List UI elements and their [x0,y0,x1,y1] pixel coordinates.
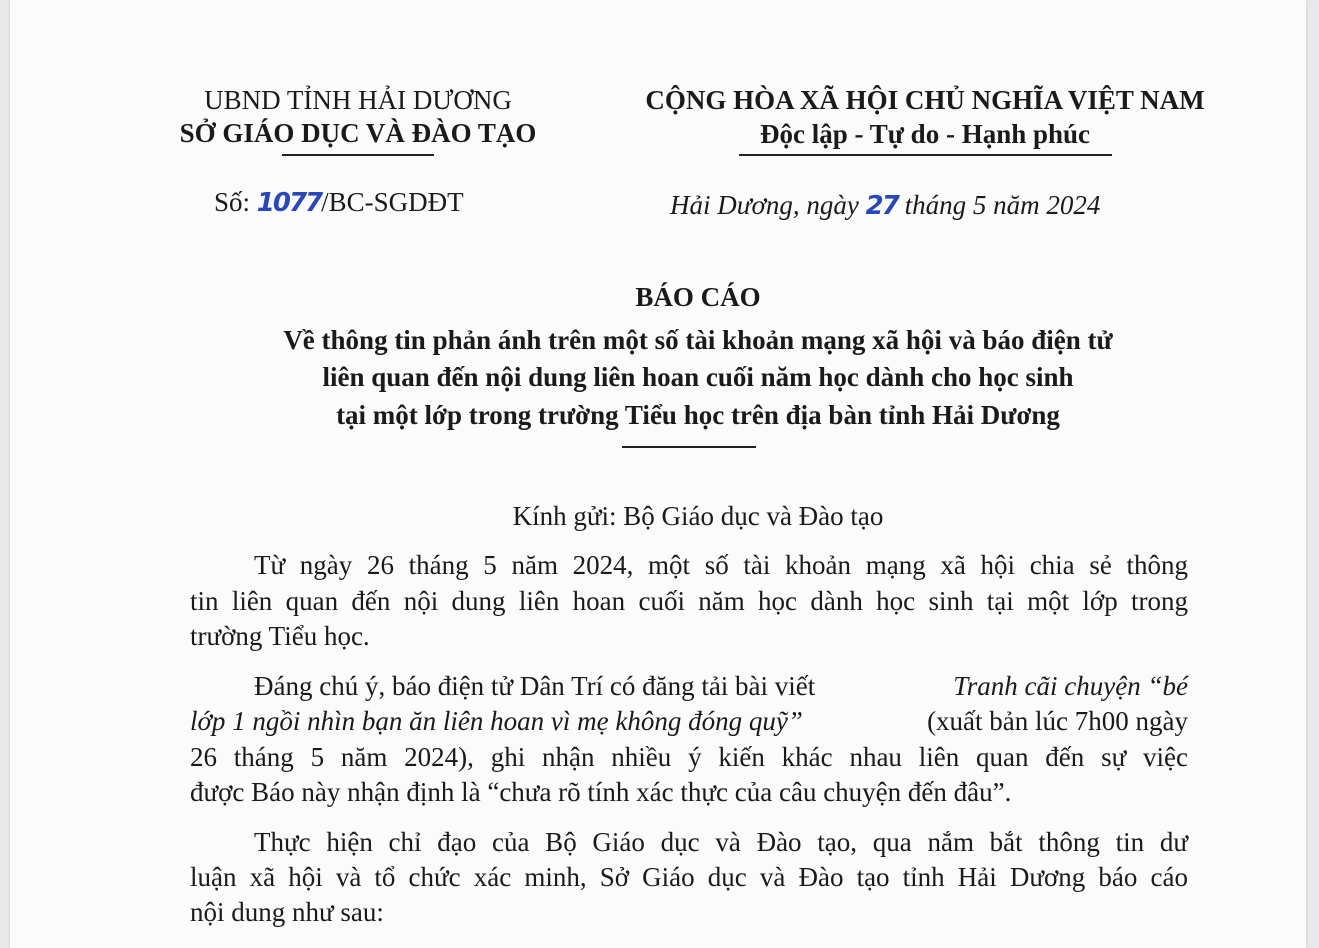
report-subtitle-line: tại một lớp trong trường Tiểu học trên địa bàn tỉnh Hải Dương [336,400,1060,430]
text-run: Đáng chú ý, báo điện tử Dân Trí có đăng tải bài viết [254,671,816,701]
text-run: (xuất bản lúc 7h00 ngày [927,706,1188,736]
paragraph-line [254,670,1188,702]
article-title-run: lớp 1 ngồi nhìn bạn ăn liên hoan vì mẹ không đóng quỹ” [190,706,803,736]
report-title: BÁO CÁO [635,282,761,312]
number-suffix: /BC-SGDĐT [321,187,464,217]
paragraph-line [190,705,1188,737]
paragraph-line: Từ ngày 26 tháng 5 năm 2024, một số tài khoản mạng xã hội chia sẻ thông [254,550,1188,580]
article-title-run: Tranh cãi chuyện “bé [953,671,1188,701]
report-subtitle-line: liên quan đến nội dung liên hoan cuối năm học dành cho học sinh [322,362,1074,392]
title-divider [622,446,756,448]
number-label: Số: [214,187,257,217]
handwritten-day: 27 [865,191,898,221]
paragraph-line: Thực hiện chỉ đạo của Bộ Giáo dục và Đào tạo, qua nắm bắt thông tin dư [254,827,1188,857]
document-number [214,186,464,219]
document-date [670,189,1100,222]
paragraph-line: 26 tháng 5 năm 2024), ghi nhận nhiều ý kiến khác nhau liên quan đến sự việc [190,742,1188,772]
recipient: Kính gửi: Bộ Giáo dục và Đào tạo [512,501,884,531]
left-divider [282,154,434,156]
issuer-department: SỞ GIÁO DỤC VÀ ĐÀO TẠO [179,118,537,148]
handwritten-number: 1077 [256,188,322,218]
paragraph-line: tin liên quan đến nội dung liên hoan cuối năm học dành học sinh tại một lớp trong [190,586,1188,616]
date-prefix: Hải Dương, ngày [670,190,866,220]
report-subtitle-line: Về thông tin phản ánh trên một số tài khoản mạng xã hội và báo điện tử [283,325,1113,355]
paragraph-line: luận xã hội và tổ chức xác minh, Sở Giáo dục và Đào tạo tỉnh Hải Dương báo cáo [190,862,1188,892]
paragraph-line: nội dung như sau: [190,897,384,927]
issuer-authority: UBND TỈNH HẢI DƯƠNG [204,85,512,115]
right-divider [739,154,1112,156]
national-title: CỘNG HÒA XÃ HỘI CHỦ NGHĨA VIỆT NAM [645,85,1205,115]
paragraph-line: được Báo này nhận định là “chưa rõ tính xác thực của câu chuyện đến đâu”. [190,777,1012,807]
national-motto: Độc lập - Tự do - Hạnh phúc [759,119,1091,149]
paragraph-line: trường Tiểu học. [190,621,370,651]
document-page [10,0,1306,948]
date-suffix: tháng 5 năm 2024 [897,190,1101,220]
